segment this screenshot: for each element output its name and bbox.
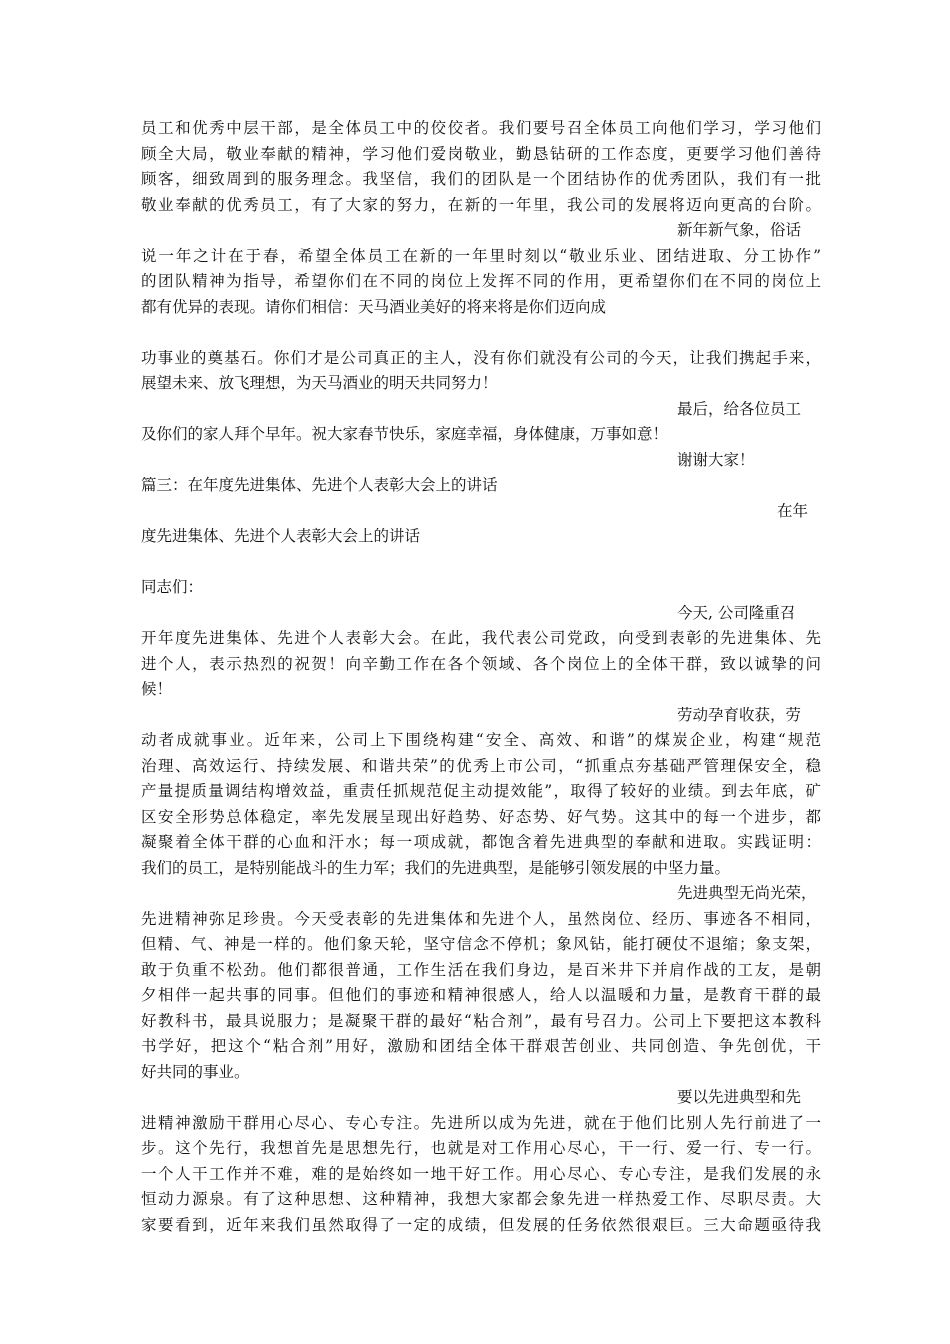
text-line: 凝聚着全体干群的心血和汗水；每一项成就，都饱含着先进典型的奉献和进取。实践证明： [141,833,821,851]
paragraph-start-line: 最后，给各位员工 [677,399,802,418]
text-line: 及你们的家人拜个早年。祝大家春节快乐，家庭幸福，身体健康，万事如意！ [141,425,669,443]
text-line: 我们的员工，是特别能战斗的生力军；我们的先进典型，是能够引领发展的中坚力量。 [141,858,731,877]
text-line: 进个人，表示热烈的祝贺！向辛勤工作在各个领域、各个岗位上的全体干群，致以诚挚的问 [141,654,821,673]
text-line: 敬业奉献的优秀员工，有了大家的努力，在新的一年里，我公司的发展将迈向更高的台阶。 [141,195,821,214]
text-line: 候！ [141,680,173,698]
text-line: 好共同的事业。 [141,1062,250,1081]
paragraph-start-line: 谢谢大家！ [677,450,755,469]
text-line: 功事业的奠基石。你们才是公司真正的主人，没有你们就没有公司的今天，让我们携起手来， [141,348,821,367]
text-line: 员工和优秀中层干部，是全体员工中的佼佼者。我们要号召全体员工向他们学习，学习他们 [141,119,821,137]
text-line: 都有优异的表现。请你们相信：天马酒业美好的将来将是你们迈向成 [141,297,607,316]
paragraph-start-line: 劳动孕育收获，劳 [677,705,802,724]
text-line: 恒动力源泉。有了这种思想、这种精神，我想大家都会象先进一样热爱工作、尽职尽责。大 [141,1190,821,1208]
text-line: 顾全大局，敬业奉献的精神，学习他们爱岗敬业，勤恳钻研的工作态度，更要学习他们善待 [141,144,821,163]
text-line: 治理、高效运行、持续发展、和谐共荣”的优秀上市公司，“抓重点夯基础严管理保安全，稳 [141,756,821,775]
section-heading: 篇三：在年度先进集体、先进个人表彰大会上的讲话 [141,476,498,494]
text-line: 家要看到，近年来我们虽然取得了一定的成绩，但发展的任务依然很艰巨。三大命题亟待我 [141,1215,821,1234]
paragraph-start-line: 要以先进典型和先 [677,1088,802,1106]
text-line: 说一年之计在于春，希望全体员工在新的一年里时刻以“敬业乐业、团结进取、分工协作” [141,246,821,265]
text-line: 夕相伴一起共事的同事。但他们的事迹和精神很感人，给人以温暖和力量，是教育干群的最 [141,986,821,1004]
text-line: 步。这个先行，我想首先是思想先行，也就是对工作用心尽心，干一行、爱一行、专一行。 [141,1139,821,1157]
text-line: 展望未来、放飞理想，为天马酒业的明天共同努力！ [141,374,498,392]
text-line: 度先进集体、先进个人表彰大会上的讲话 [141,527,421,545]
paragraph-start-line: 在年 [777,501,809,520]
text-line: 先进精神弥足珍贵。今天受表彰的先进集体和先进个人，虽然岗位、经历、事迹各不相同， [141,909,821,928]
text-line: 好教科书，最具说服力；是凝聚干群的最好“粘合剂”，最有号召力。公司上下要把这本教科 [141,1011,821,1030]
paragraph-start-line: 今天, 公司隆重召 [677,603,796,622]
text-line: 进精神激励干群用心尽心、专心专注。先进所以成为先进，就在于他们比别人先行前进了一 [141,1113,821,1132]
blank-line [141,550,821,576]
text-line: 产量提质量调结构增效益，重责任抓规范促主动提效能”，取得了较好的业绩。到去年底，矿 [141,782,821,800]
document-body [141,116,821,1238]
text-line: 开年度先进集体、先进个人表彰大会。在此，我代表公司党政，向受到表彰的先进集体、先 [141,629,821,647]
text-line: 动者成就事业。近年来，公司上下围绕构建“安全、高效、和谐”的煤炭企业，构建“规范 [141,731,821,749]
blank-line [141,320,821,346]
text-line: 顾客，细致周到的服务理念。我坚信，我们的团队是一个团结协作的优秀团队，我们有一批 [141,170,821,188]
text-line: 区安全形势总体稳定，率先发展呈现出好趋势、好态势、好气势。这其中的每一个进步，都 [141,807,821,826]
paragraph-start-line: 先进典型无尚光荣， [677,884,817,902]
text-line: 的团队精神为指导，希望你们在不同的岗位上发挥不同的作用，更希望你们在不同的岗位上 [141,272,821,290]
salutation: 同志们： [141,578,204,596]
text-line: 书学好，把这个“粘合剂”用好，激励和团结全体干群艰苦创业、共同创造、争先创优，干 [141,1037,821,1055]
text-line: 一个人干工作并不难，难的是始终如一地干好工作。用心尽心、专心专注，是我们发展的永 [141,1164,821,1183]
paragraph-start-line: 新年新气象，俗话 [677,221,802,239]
text-line: 敢于负重不松劲。他们都很普通，工作生活在我们身边，是百米井下并肩作战的工友，是朝 [141,960,821,979]
text-line: 但精、气、神是一样的。他们象天轮，坚守信念不停机；象风钻，能打硬仗不退缩；象支架， [141,935,821,953]
